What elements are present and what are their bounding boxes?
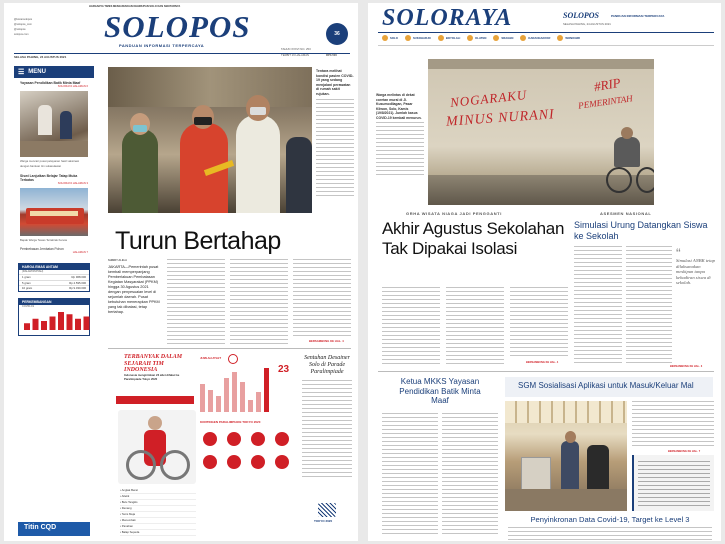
solopos-front-page bbox=[4, 3, 358, 541]
social-list bbox=[14, 17, 74, 37]
infographic-bar bbox=[200, 384, 205, 412]
infographic-big-number: 23 bbox=[278, 364, 290, 375]
headline-mkks[interactable]: Ketua MKKS Yayasan Pendidikan Batik Minta Maaf bbox=[399, 377, 481, 405]
city-index-item[interactable] bbox=[382, 35, 398, 41]
sidebar-photo-caption: Warga mencari pusat pelayanan hasil vaksinasi dengan bantuan tim sukarelawan bbox=[20, 159, 79, 168]
sidebar bbox=[14, 66, 94, 536]
covid-bar bbox=[75, 319, 81, 330]
sgm-sidebar-box bbox=[632, 455, 714, 511]
infographic-bar bbox=[240, 382, 245, 412]
sport-icon bbox=[275, 432, 289, 446]
headline-isolation[interactable]: Akhir Agustus Sekolahan Tak Dipakai Isolasi bbox=[382, 219, 565, 258]
graffiti-text-3: #RIP bbox=[592, 74, 622, 95]
city-label: SUKOHARJO bbox=[412, 36, 431, 40]
sport-list-item: • Bulu Tangkis bbox=[120, 500, 196, 506]
gold-box-rows bbox=[19, 274, 89, 291]
gold-price-row bbox=[19, 285, 89, 291]
masthead-soloraya: SOLORAYA bbox=[382, 5, 513, 31]
infographic-bar-chart bbox=[200, 366, 276, 414]
graffiti-text-2: MINUS NURANI bbox=[445, 107, 556, 130]
gold-box-subtitle: (DALAM RUPIAH) bbox=[22, 270, 44, 274]
simulation-text-col2 bbox=[626, 246, 672, 364]
city-index-item[interactable] bbox=[438, 35, 460, 41]
sidebar-photo-vaccination bbox=[20, 91, 88, 157]
infographic-bar bbox=[248, 400, 253, 412]
city-index-bar bbox=[378, 32, 714, 46]
covid-bar bbox=[33, 319, 39, 330]
issue-date: SELASA PAHING, 24 AGUSTUS 2021 bbox=[14, 55, 67, 59]
gold-row-label: 10 gram bbox=[22, 286, 33, 291]
sidebar-photo-caption: Bapak Warga Tewas Tertabrak Kereta bbox=[20, 238, 67, 243]
sport-icon bbox=[227, 455, 241, 469]
sidebar-item-page: HALAMAN 7 bbox=[72, 250, 88, 254]
city-index-item[interactable] bbox=[557, 35, 580, 41]
city-dot-icon bbox=[493, 35, 499, 41]
city-label: SOLO bbox=[390, 36, 398, 40]
paralympic-infographic bbox=[108, 352, 298, 536]
infographic-bar bbox=[232, 372, 237, 412]
sport-list bbox=[120, 488, 196, 536]
sport-icon bbox=[275, 455, 289, 469]
covid-bar bbox=[67, 314, 73, 330]
sidebar-item-title[interactable]: Siswi Lanjutkan Belajar Tatap Muka Terbatas bbox=[20, 173, 78, 183]
menu-header bbox=[14, 66, 94, 78]
article-text-col3 bbox=[230, 259, 288, 345]
city-label: SRAGEN bbox=[501, 36, 514, 40]
infographic-title: TERBANYAK DALAM SEJARAH TIM INDONESIA bbox=[124, 354, 183, 373]
tokyo-2020-logo-text: TOKYO 2020 bbox=[314, 519, 333, 523]
sport-list-item: • Menembak bbox=[120, 518, 196, 524]
isolation-continue-note[interactable]: BERSAMBUNG KE HAL. 4 bbox=[526, 361, 559, 364]
mural-photo bbox=[428, 59, 654, 205]
sport-icon-grid bbox=[198, 430, 298, 476]
motorbike-wheel bbox=[606, 167, 632, 193]
covid-mini-chart bbox=[22, 310, 92, 332]
city-label: BOYOLALI bbox=[445, 36, 461, 40]
sidebar-item-page: SOLORAYA HALAMAN 3 bbox=[57, 182, 88, 186]
sport-list-item: • Angkat Berat bbox=[120, 488, 196, 494]
main-headline[interactable]: Turun Bertahap bbox=[115, 227, 281, 255]
sport-icon bbox=[203, 432, 217, 446]
city-index-item[interactable] bbox=[467, 35, 486, 41]
tokyo-2020-logo-icon bbox=[318, 503, 336, 517]
feature-article bbox=[302, 355, 352, 523]
gold-row-label: 1 gram bbox=[22, 275, 31, 280]
mall-photo bbox=[505, 401, 627, 511]
covid-data-text bbox=[508, 527, 712, 541]
graffiti-text-4: PEMERINTAH bbox=[577, 93, 634, 111]
city-index-item[interactable] bbox=[520, 35, 550, 41]
soloraya-page bbox=[368, 3, 721, 541]
sport-list-item: • Tenis Meja bbox=[120, 512, 196, 518]
article-text-col4 bbox=[293, 259, 351, 339]
main-photo-vaccination bbox=[108, 67, 312, 213]
gold-price-box bbox=[18, 263, 90, 292]
sport-icon bbox=[251, 432, 265, 446]
sgm-continue-note[interactable]: BERSAMBUNG KE HAL. 7 bbox=[668, 450, 701, 453]
mural-photo-caption: Warga melintas di dekat coretan mural di Jl. Kusumodilagan, Pasar Kliwon, Solo, Kamis (19/8/2021). Jumlah kasus COVID-19 kembali menurun. bbox=[376, 93, 424, 176]
gold-row-value: Rp 9.030.000 bbox=[69, 286, 86, 291]
social-twitter[interactable]: @solopos_com bbox=[14, 23, 32, 26]
sport-icon bbox=[251, 455, 265, 469]
bottom-ad-banner[interactable]: Titin CQD bbox=[18, 522, 90, 536]
sport-list-item: • Panahan bbox=[120, 524, 196, 530]
city-label: WONOGIRI bbox=[565, 36, 581, 40]
infographic-stat-label: JUMLAH ATLET bbox=[200, 356, 222, 360]
issue-edition: TAHUN XXXVI NO. 253 bbox=[281, 47, 311, 51]
lead-paragraph: JAKARTA—Pemerintah pusat kembali memperpanjang Pemberlakuan Pembatasan Kegiatan Masyarakat (PPKM) hingga 30 Agustus 2021 dengan penyesuaian level di sejumlah daerah. Pusat kebutuhan menerapkan PPKM yang tak dibatasi, tetap bertahap. bbox=[108, 265, 160, 315]
masthead-tagline: PANDUAN INFORMASI TERPERCAYA bbox=[119, 43, 205, 48]
sidebar-item-title[interactable]: Yayasan Pendidikan Batik Minta Maaf bbox=[20, 81, 81, 85]
issue-pages: TERBIT 16 HALAMAN bbox=[281, 53, 310, 57]
sidebar-photo-train bbox=[20, 188, 88, 236]
isolation-text-col1 bbox=[382, 287, 440, 367]
sport-list-item: • Atletik bbox=[120, 494, 196, 500]
simulation-pullquote: “ Simulasi ANBK tetap dilaksanakan meskipun tanpa kehadiran siswa di sekolah. bbox=[676, 248, 718, 286]
city-label: KLATEN bbox=[475, 36, 487, 40]
city-label: KARANGANYAR bbox=[528, 36, 551, 40]
kicker-main: GRHA WISATA NIAGA JADI PENGGANTI bbox=[406, 211, 502, 216]
lead-byline: SHINDY ALELA bbox=[108, 259, 128, 262]
sgm-text bbox=[632, 401, 714, 449]
sport-icon bbox=[227, 432, 241, 446]
isolation-text-col3 bbox=[510, 287, 568, 359]
covid-bar bbox=[84, 317, 90, 331]
city-dot-icon bbox=[382, 35, 388, 41]
city-index-item[interactable] bbox=[493, 35, 513, 41]
headline-sgm[interactable]: SGM Sosialisasi Aplikasi untuk Masuk/Keluar Mal bbox=[518, 381, 694, 390]
graffiti-text-1: NOGARAKU bbox=[449, 87, 528, 111]
city-dot-icon bbox=[405, 35, 411, 41]
soloraya-tagline: PANDUAN INFORMASI TERPERCAYA bbox=[611, 14, 665, 18]
city-dot-icon bbox=[557, 35, 563, 41]
issue-price: RP3.500 bbox=[326, 53, 337, 57]
social-website[interactable]: solopos.com bbox=[14, 33, 29, 36]
sport-icon bbox=[203, 455, 217, 469]
covid-bar bbox=[41, 321, 47, 330]
infographic-bar bbox=[224, 378, 229, 412]
covid-bar bbox=[24, 323, 30, 330]
gold-row-label: 5 gram bbox=[22, 280, 31, 285]
masthead-solopos: SOLOPOS bbox=[104, 9, 251, 44]
sidebar-item-page: SOLORAYA HALAMAN 6 bbox=[57, 85, 88, 89]
covid-box bbox=[18, 298, 90, 336]
headline-simulation[interactable]: Simulasi Urung Datangkan Siswa ke Sekolah bbox=[574, 220, 708, 241]
sport-list-item: • Renang bbox=[120, 506, 196, 512]
top-bar-text: HARGANYA TIMES MENGURAIKAN KEHIDUPAN SOLO DAN SEKITARNYA bbox=[89, 5, 181, 8]
infographic-bar bbox=[216, 396, 221, 412]
infographic-bar bbox=[208, 390, 213, 412]
social-facebook[interactable]: @koransolopos bbox=[14, 18, 33, 21]
covid-box-title: PERKEMBANGAN bbox=[19, 299, 89, 305]
infographic-subtitle: Indonesia mengirimkan 23 atlet difabel ke Paralimpiade Tokyo 2020 bbox=[124, 373, 180, 381]
main-photo-caption: Tentara melihat kondisi pasien COVID-19 yang sedang menjalani perawatan di rumah sakit rujukan. bbox=[316, 69, 354, 199]
gold-row-value: Rp 4.595.000 bbox=[69, 280, 86, 285]
lead-column bbox=[108, 259, 162, 315]
paralympic-logo-icon bbox=[228, 354, 238, 364]
main-continue-note[interactable]: BERSAMBUNG KE HAL. 4 bbox=[309, 339, 344, 343]
kicker-asesmen: ASESMEN NASIONAL bbox=[600, 211, 652, 216]
gold-box-title: HARGA EMAS ANTAM bbox=[19, 264, 89, 270]
soloraya-date: SELASA PAHING, 24 AGUSTUS 2021 bbox=[563, 22, 611, 26]
infographic-bottom-title: KONTINGEN PARALIMPIADE TOKYO 2020 bbox=[200, 420, 261, 424]
isolation-text-col2 bbox=[446, 287, 504, 367]
city-dot-icon bbox=[438, 35, 444, 41]
sidebar-item-title[interactable]: Pembebasan Jembatan Pohon bbox=[20, 246, 64, 251]
infographic-bar bbox=[264, 368, 269, 412]
city-index-item[interactable] bbox=[405, 35, 431, 41]
motorbike-wheel bbox=[636, 167, 654, 193]
article-text-col2 bbox=[167, 259, 225, 345]
anniversary-badge-icon: 36 bbox=[326, 23, 348, 45]
headline-covid-data[interactable]: Penyinkronan Data Covid-19, Target ke Level 3 bbox=[530, 515, 690, 524]
infographic-athlete-figure bbox=[118, 410, 196, 484]
social-instagram[interactable]: @solopos bbox=[14, 28, 26, 31]
city-dot-icon bbox=[467, 35, 473, 41]
quote-icon: “ bbox=[676, 245, 681, 261]
soloraya-brand: SOLOPOS bbox=[563, 11, 600, 20]
sport-list-item: • Balap Sepeda bbox=[120, 530, 196, 536]
feature-title[interactable]: Sentuhan Desainer Solo di Parade Paralimpiade bbox=[304, 355, 350, 375]
simulation-text-col1 bbox=[574, 246, 622, 364]
covid-bar bbox=[50, 317, 56, 331]
mkks-text-col2 bbox=[442, 413, 498, 537]
gold-row-value: Rp 968.000 bbox=[71, 275, 86, 280]
infographic-bar bbox=[256, 392, 261, 412]
hamburger-icon[interactable]: ☰ bbox=[18, 69, 25, 76]
covid-box-subtitle: COVID-19 bbox=[22, 305, 34, 309]
city-dot-icon bbox=[520, 35, 526, 41]
simulation-continue-note[interactable]: BERSAMBUNG KE HAL. 3 bbox=[670, 365, 703, 368]
covid-bar bbox=[58, 312, 64, 330]
mkks-text-col1 bbox=[382, 413, 438, 537]
menu-label: MENU bbox=[28, 69, 46, 75]
